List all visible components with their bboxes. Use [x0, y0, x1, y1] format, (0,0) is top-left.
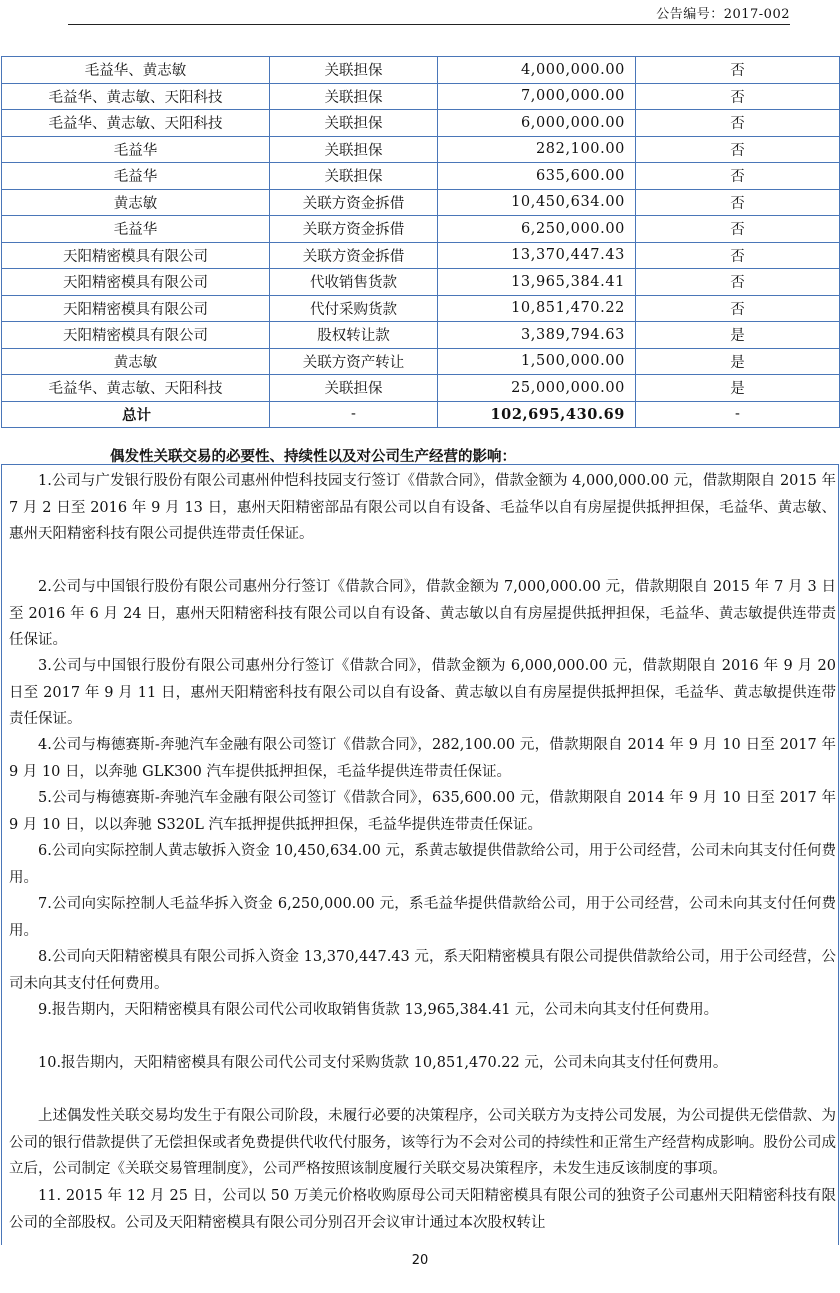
paragraph-1: 1.公司与广发银行股份有限公司惠州仲恺科技园支行签订《借款合同》，借款金额为 4,000,000.00 元，借款期限自 2015 年 7 月 2 日至 2016 年 9 月 13 日，惠州天阳精密部品有限公司以自有设备、毛益华以自有房屋提供抵押担保，毛益华、黄志敏、惠州天阳精密科技有限公司提供连带责任保证。 — [9, 473, 836, 542]
paragraph-4: 4.公司与梅德赛斯-奔驰汽车金融有限公司签订《借款合同》，282,100.00 元，借款期限自 2014 年 9 月 10 日至 2017 年 9 月 10 日，以奔驰 GLK300 汽车提供抵押担保，毛益华提供连带责任保证。 — [9, 737, 836, 780]
table-row — [2, 375, 840, 402]
type-cell: 关联担保 — [270, 83, 438, 110]
amount-cell: 13,965,384.41 — [438, 269, 636, 296]
party-cell: 毛益华、黄志敏、天阳科技 — [2, 375, 270, 402]
party-cell: 毛益华、黄志敏、天阳科技 — [2, 110, 270, 137]
flag-cell: 否 — [636, 83, 840, 110]
paragraph-7: 7.公司向实际控制人毛益华拆入资金 6,250,000.00 元，系毛益华提供借款给公司，用于公司经营，公司未向其支付任何费用。 — [9, 896, 836, 939]
table-row — [2, 269, 840, 296]
party-cell: 毛益华 — [2, 163, 270, 190]
total-flag: - — [636, 401, 840, 428]
flag-cell: 否 — [636, 136, 840, 163]
paragraph-3: 3.公司与中国银行股份有限公司惠州分行签订《借款合同》，借款金额为 6,000,000.00 元，借款期限自 2016 年 9 月 20 日至 2017 年 9 月 11 日，惠州天阳精密科技有限公司以自有设备、黄志敏以自有房屋提供抵押担保，毛益华、黄志敏提供连带责任保证。 — [9, 658, 836, 727]
table-row — [2, 322, 840, 349]
party-cell: 黄志敏 — [2, 348, 270, 375]
page-number: 20 — [411, 1253, 429, 1268]
type-cell: 关联担保 — [270, 163, 438, 190]
party-cell: 天阳精密模具有限公司 — [2, 269, 270, 296]
paragraph-6: 6.公司向实际控制人黄志敏拆入资金 10,450,634.00 元，系黄志敏提供借款给公司，用于公司经营，公司未向其支付任何费用。 — [9, 843, 836, 886]
total-type: - — [270, 401, 438, 428]
type-cell: 关联方资金拆借 — [270, 242, 438, 269]
table-row — [2, 348, 840, 375]
party-cell: 天阳精密模具有限公司 — [2, 295, 270, 322]
table-row — [2, 242, 840, 269]
flag-cell: 否 — [636, 163, 840, 190]
amount-cell: 1,500,000.00 — [438, 348, 636, 375]
page-header — [68, 0, 790, 25]
flag-cell: 否 — [636, 269, 840, 296]
table-row — [2, 83, 840, 110]
flag-cell: 否 — [636, 242, 840, 269]
type-cell: 关联方资金拆借 — [270, 216, 438, 243]
paragraph-9: 9.报告期内，天阳精密模具有限公司代公司收取销售货款 13,965,384.41 元，公司未向其支付任何费用。 — [38, 1002, 719, 1018]
amount-cell: 3,389,794.63 — [438, 322, 636, 349]
announcement-number: 公告编号：2017-002 — [656, 7, 790, 22]
amount-cell: 25,000,000.00 — [438, 375, 636, 402]
paragraph-8: 8.公司向天阳精密模具有限公司拆入资金 13,370,447.43 元，系天阳精密模具有限公司提供借款给公司，用于公司经营，公司未向其支付任何费用。 — [9, 949, 836, 992]
party-cell: 毛益华 — [2, 136, 270, 163]
paragraph-10: 10.报告期内，天阳精密模具有限公司代公司支付采购货款 10,851,470.22 元，公司未向其支付任何费用。 — [38, 1055, 728, 1071]
amount-cell: 4,000,000.00 — [438, 57, 636, 84]
type-cell: 代收销售货款 — [270, 269, 438, 296]
flag-cell: 否 — [636, 216, 840, 243]
type-cell: 关联方资产转让 — [270, 348, 438, 375]
table-row — [2, 189, 840, 216]
flag-cell: 否 — [636, 189, 840, 216]
type-cell: 关联方资金拆借 — [270, 189, 438, 216]
type-cell: 关联担保 — [270, 375, 438, 402]
flag-cell: 是 — [636, 322, 840, 349]
flag-cell: 否 — [636, 110, 840, 137]
amount-cell: 13,370,447.43 — [438, 242, 636, 269]
explanation-box — [1, 464, 839, 1245]
party-cell: 毛益华 — [2, 216, 270, 243]
amount-cell: 6,250,000.00 — [438, 216, 636, 243]
amount-cell: 282,100.00 — [438, 136, 636, 163]
total-row — [2, 401, 840, 428]
related-transactions-table — [1, 56, 840, 428]
type-cell: 关联担保 — [270, 57, 438, 84]
type-cell: 代付采购货款 — [270, 295, 438, 322]
table-row — [2, 110, 840, 137]
table-row — [2, 216, 840, 243]
party-cell: 黄志敏 — [2, 189, 270, 216]
paragraph-11: 11. 2015 年 12 月 25 日，公司以 50 万美元价格收购原母公司天阳精密模具有限公司的独资子公司惠州天阳精密科技有限公司的全部股权。公司及天阳精密模具有限公司分别召开会议审计通过本次股权转让 — [9, 1188, 836, 1231]
table-row — [2, 136, 840, 163]
party-cell: 毛益华、黄志敏 — [2, 57, 270, 84]
amount-cell: 6,000,000.00 — [438, 110, 636, 137]
party-cell: 天阳精密模具有限公司 — [2, 322, 270, 349]
total-label: 总计 — [2, 401, 270, 428]
party-cell: 天阳精密模具有限公司 — [2, 242, 270, 269]
flag-cell: 否 — [636, 295, 840, 322]
table-row — [2, 295, 840, 322]
amount-cell: 10,450,634.00 — [438, 189, 636, 216]
paragraph-summary: 上述偶发性关联交易均发生于有限公司阶段，未履行必要的决策程序，公司关联方为支持公司发展，为公司提供无偿借款、为公司的银行借款提供了无偿担保或者免费提供代收代付服务，该等行为不会对公司的持续性和正常生产经营构成影响。股份公司成立后，公司制定《关联交易管理制度》，公司严格按照该制度履行关联交易决策程序，未发生违反该制度的事项。 — [9, 1108, 836, 1177]
type-cell: 关联担保 — [270, 110, 438, 137]
flag-cell: 是 — [636, 348, 840, 375]
flag-cell: 是 — [636, 375, 840, 402]
amount-cell: 10,851,470.22 — [438, 295, 636, 322]
amount-cell: 7,000,000.00 — [438, 83, 636, 110]
paragraph-2: 2.公司与中国银行股份有限公司惠州分行签订《借款合同》，借款金额为 7,000,000.00 元，借款期限自 2015 年 7 月 3 日至 2016 年 6 月 24 日，惠州天阳精密科技有限公司以自有设备、黄志敏以自有房屋提供抵押担保，毛益华、黄志敏提供连带责任保证。 — [9, 579, 836, 648]
table-row — [2, 57, 840, 84]
flag-cell: 否 — [636, 57, 840, 84]
amount-cell: 635,600.00 — [438, 163, 636, 190]
party-cell: 毛益华、黄志敏、天阳科技 — [2, 83, 270, 110]
total-amount: 102,695,430.69 — [438, 401, 636, 428]
table-row — [2, 163, 840, 190]
type-cell: 关联担保 — [270, 136, 438, 163]
section-title: 偶发性关联交易的必要性、持续性以及对公司生产经营的影响： — [110, 448, 516, 465]
paragraph-5: 5.公司与梅德赛斯-奔驰汽车金融有限公司签订《借款合同》，635,600.00 元，借款期限自 2014 年 9 月 10 日至 2017 年 9 月 10 日，以以奔驰 S320L 汽车抵押提供抵押担保，毛益华提供连带责任保证。 — [9, 790, 836, 833]
type-cell: 股权转让款 — [270, 322, 438, 349]
